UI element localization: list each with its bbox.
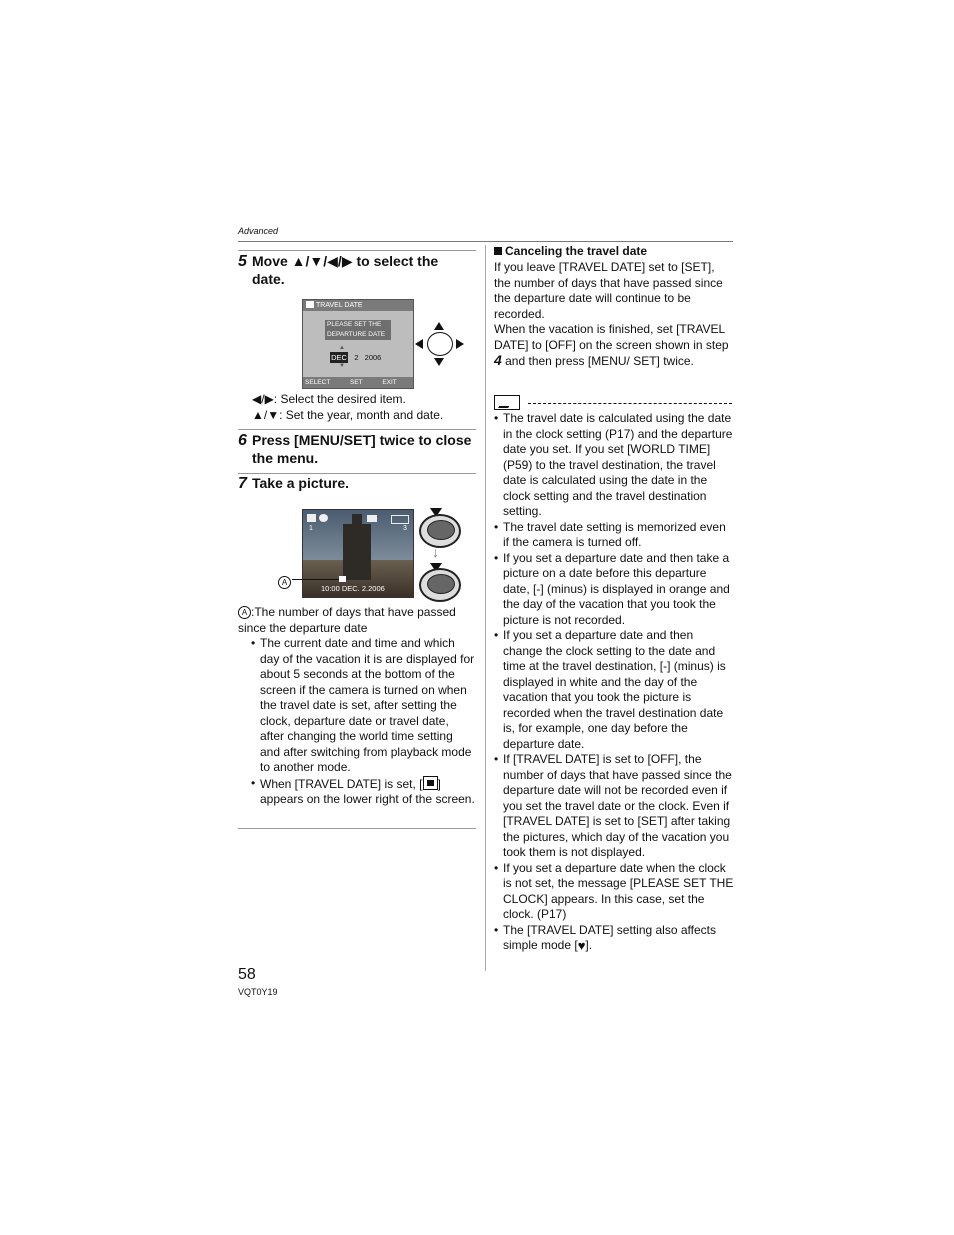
callout-line <box>292 579 339 580</box>
lcd-travel-date-screen <box>302 299 414 389</box>
down-arrow-icon <box>434 358 444 366</box>
lcd-up-arrow-icon: ▲ <box>339 345 345 351</box>
lcd-exit-label: EXIT <box>382 379 397 386</box>
step5-rule <box>238 250 476 251</box>
cancel-heading-text: Canceling the travel date <box>505 244 648 258</box>
right-notes <box>494 411 734 954</box>
step-ref: 4 <box>494 352 502 368</box>
memo-pencil-icon <box>494 395 520 410</box>
page-number: 58 <box>238 966 256 983</box>
lcd-select-label: SELECT <box>305 379 331 386</box>
travel-date-icon <box>423 776 438 790</box>
callout-a-label: A <box>278 576 291 589</box>
left-arrow-icon <box>415 339 423 349</box>
step-5 <box>238 252 476 288</box>
photo-date-time: 10:00 DEC. 2.2006 <box>321 584 385 593</box>
shutter-button-full-icon <box>419 568 461 602</box>
step6-rule <box>238 429 476 430</box>
hint-up-down: ▲/▼: Set the year, month and date. <box>252 408 444 422</box>
lcd-message-line2: DEPARTURE DATE <box>327 330 386 338</box>
callout-a-ref: A <box>238 606 251 619</box>
cancel-paragraph-2 <box>494 322 734 370</box>
document-code: VQT0Y19 <box>238 987 278 997</box>
lcd-set-label: SET <box>349 379 363 386</box>
note-header <box>494 395 734 411</box>
step-number: 6 <box>238 432 247 449</box>
travel-day-icon <box>339 576 346 582</box>
monument-image <box>343 524 371 580</box>
travel-icon <box>306 301 314 308</box>
lcd-title: TRAVEL DATE <box>316 302 363 309</box>
lcd-title-bar <box>303 300 413 311</box>
up-arrow-icon <box>434 322 444 330</box>
list-item-text: The [TRAVEL DATE] setting also affects simple mode [ <box>503 922 716 952</box>
lcd-down-arrow-icon: ▼ <box>339 363 345 369</box>
callout-a <box>278 573 291 591</box>
center-button-icon <box>427 332 453 356</box>
list-item: • The current date and time and which day of the vacation it is are displayed for about 5 seconds at the bottom of the screen if the camera is turned on when the travel date is set, after setting the clock, departure date or travel date, after changing the world time setting and after switching from playback mode to another mode. <box>251 636 476 776</box>
list-item: • If you set a departure date and then change the clock setting to the date and time at the travel destination, [-] (minus) is displayed in white and the day of the vacation that you took the picture is recorded when the travel destination date is, for example, one day before the departure date. <box>494 628 734 752</box>
dashed-rule <box>528 403 732 404</box>
sequence-arrow-icon: ↓ <box>432 544 439 560</box>
list-item-text: ] appears on the lower right of the screen. <box>260 776 475 806</box>
list-item-text: ]. <box>585 938 593 952</box>
step-number: 5 <box>238 253 247 270</box>
list-item: • If [TRAVEL DATE] is set to [OFF], the number of days that have passed since the departure date will not be recorded even if you set the travel date or the clock. Even if [TRAVEL DATE] is set to [SET] after taking the pictures, which day of the vacation you took them is not displayed. <box>494 752 734 861</box>
step-title: Move ▲/▼/◀/▶ to select the date. <box>252 253 439 287</box>
shutter-button-half-icon <box>419 514 461 548</box>
right-arrow-icon <box>456 339 464 349</box>
column-divider <box>485 245 486 971</box>
cancel-heading <box>494 244 647 258</box>
section-label: Advanced <box>238 226 279 236</box>
left-bullets <box>251 636 476 808</box>
lcd-day-field: 2 <box>352 352 361 363</box>
list-item <box>251 776 476 808</box>
list-item: • The travel date setting is memorized even if the camera is turned off. <box>494 520 734 551</box>
day-counter-icon <box>309 525 313 532</box>
lcd-month-field: DEC <box>331 353 347 362</box>
mode-icon <box>307 514 316 522</box>
shutter-press-icon <box>418 508 462 598</box>
left-bottom-rule <box>238 828 476 829</box>
lcd-message <box>325 320 391 340</box>
note-a: A :The number of days that have passed since the departure date <box>238 605 456 635</box>
list-item: • If you set a departure date and then take a picture on a date before this departure date, [-] (minus) is displayed in orange and the day of the vacation that you took the picture is not recorded. <box>494 551 734 629</box>
cancel-paragraph-2-text: When the vacation is finished, set [TRAVEL DATE] to [OFF] on the screen shown in step <box>494 322 729 352</box>
lcd-bottom-bar <box>303 377 413 388</box>
step-title: Take a picture. <box>252 475 350 491</box>
battery-icon <box>391 515 409 524</box>
list-item <box>494 923 734 954</box>
list-item: • If you set a departure date when the clock is not set, the message [PLEASE SET THE CLOCK] appears. In this case, set the clock. (P17) <box>494 861 734 923</box>
cancel-paragraph-2-text: and then press [MENU/ SET] twice. <box>501 354 694 368</box>
note-a-text: The number of days that have passed since the departure date <box>238 605 456 635</box>
list-item-text: When [TRAVEL DATE] is set, [ <box>260 776 423 791</box>
heart-icon: ♥ <box>577 938 586 953</box>
cancel-paragraph-1: If you leave [TRAVEL DATE] set to [SET], the number of days that have passed since the departure date will continue to be recorded. <box>494 260 723 321</box>
lcd-year-field: 2006 <box>362 352 384 363</box>
step-6 <box>238 431 476 467</box>
shots-remaining: 3 <box>403 525 407 532</box>
step-title: Press [MENU/SET] twice to close the menu. <box>252 432 472 466</box>
step-7 <box>238 474 476 493</box>
quality-icon <box>367 515 377 522</box>
lcd-photo-screen <box>302 509 414 598</box>
list-item: • The travel date is calculated using the date in the clock setting (P17) and the departure date you set. If you set [WORLD TIME] (P59) to the travel destination, the travel date is calculated using the date in the clock setting and the travel destination setting. <box>494 411 734 520</box>
hint-left-right: ◀/▶: Select the desired item. <box>252 392 406 406</box>
monument-top-image <box>352 514 362 526</box>
stabilizer-icon <box>319 514 328 522</box>
header-rule <box>238 241 733 242</box>
lcd-message-line1: PLEASE SET THE <box>327 321 382 328</box>
square-bullet-icon <box>494 247 502 255</box>
step-number: 7 <box>238 475 247 492</box>
cursor-pad-icon <box>414 320 466 368</box>
day-counter-value: 1 <box>309 525 313 532</box>
